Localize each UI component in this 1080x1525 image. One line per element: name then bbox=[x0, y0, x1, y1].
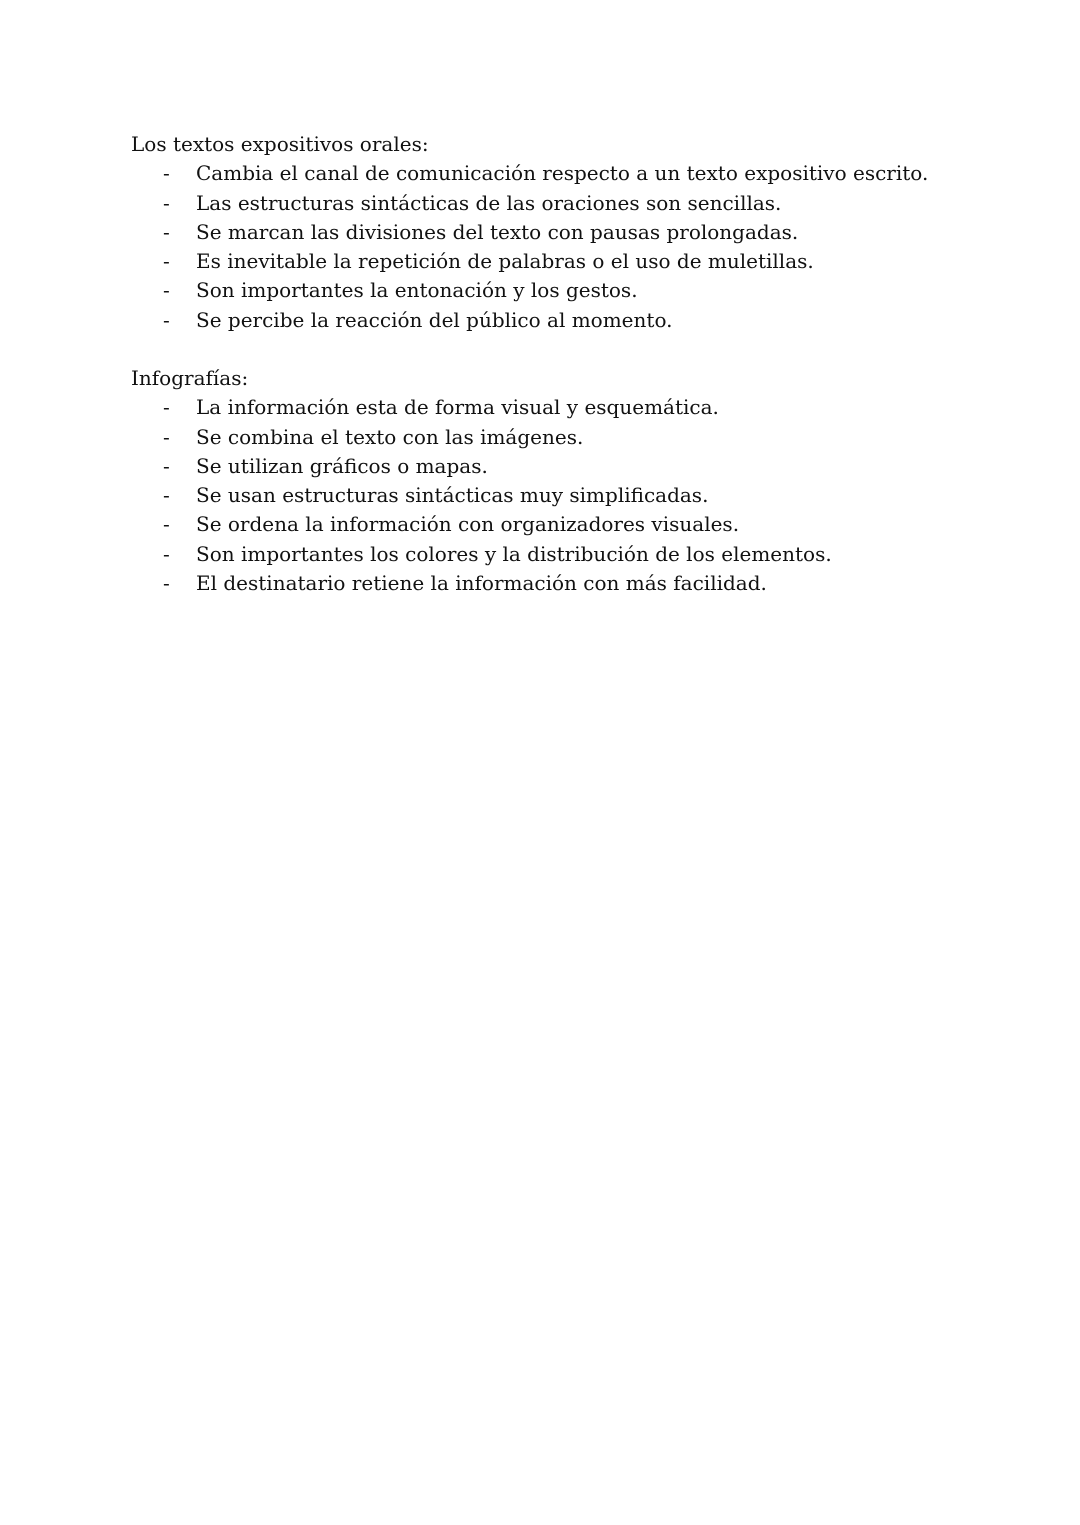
section-heading: Infografías: bbox=[131, 366, 249, 390]
list-item-text: Se marcan las divisiones del texto con pausas prolongadas. bbox=[196, 219, 799, 244]
list-item bbox=[131, 247, 991, 276]
list-item bbox=[131, 276, 991, 305]
dash-bullet: - bbox=[163, 571, 170, 596]
section-oral-expository-texts bbox=[131, 130, 991, 335]
dash-bullet: - bbox=[163, 278, 170, 303]
dash-bullet: - bbox=[163, 541, 170, 566]
list-item-text: Cambia el canal de comunicación respecto a un texto expositivo escrito. bbox=[196, 161, 929, 186]
dash-bullet: - bbox=[163, 307, 170, 332]
list-item bbox=[131, 423, 991, 452]
dash-bullet: - bbox=[163, 190, 170, 215]
list-item bbox=[131, 510, 991, 539]
bullet-list bbox=[131, 393, 991, 598]
list-item-text: Se combina el texto con las imágenes. bbox=[196, 424, 584, 449]
list-item-text: Son importantes los colores y la distribución de los elementos. bbox=[196, 541, 832, 566]
dash-bullet: - bbox=[163, 161, 170, 186]
dash-bullet: - bbox=[163, 512, 170, 537]
list-item bbox=[131, 218, 991, 247]
list-item-text: Las estructuras sintácticas de las oraciones son sencillas. bbox=[196, 190, 782, 215]
list-item bbox=[131, 540, 991, 569]
list-item bbox=[131, 393, 991, 422]
list-item bbox=[131, 159, 991, 188]
list-item bbox=[131, 189, 991, 218]
dash-bullet: - bbox=[163, 453, 170, 478]
list-item-text: Se ordena la información con organizadores visuales. bbox=[196, 512, 740, 537]
section-heading: Los textos expositivos orales: bbox=[131, 132, 429, 156]
list-item bbox=[131, 481, 991, 510]
dash-bullet: - bbox=[163, 249, 170, 274]
list-item-text: Es inevitable la repetición de palabras o el uso de muletillas. bbox=[196, 249, 814, 274]
list-item-text: La información esta de forma visual y esquemática. bbox=[196, 395, 719, 420]
list-item-text: Se percibe la reacción del público al momento. bbox=[196, 307, 673, 332]
list-item-text: Se usan estructuras sintácticas muy simplificadas. bbox=[196, 483, 709, 508]
dash-bullet: - bbox=[163, 424, 170, 449]
list-item bbox=[131, 452, 991, 481]
bullet-list bbox=[131, 159, 991, 335]
dash-bullet: - bbox=[163, 483, 170, 508]
dash-bullet: - bbox=[163, 395, 170, 420]
section-infographics bbox=[131, 364, 991, 598]
dash-bullet: - bbox=[163, 219, 170, 244]
list-item-text: Son importantes la entonación y los gestos. bbox=[196, 278, 638, 303]
list-item-text: El destinatario retiene la información con más facilidad. bbox=[196, 571, 767, 596]
list-item-text: Se utilizan gráficos o mapas. bbox=[196, 453, 488, 478]
list-item bbox=[131, 569, 991, 598]
list-item bbox=[131, 306, 991, 335]
